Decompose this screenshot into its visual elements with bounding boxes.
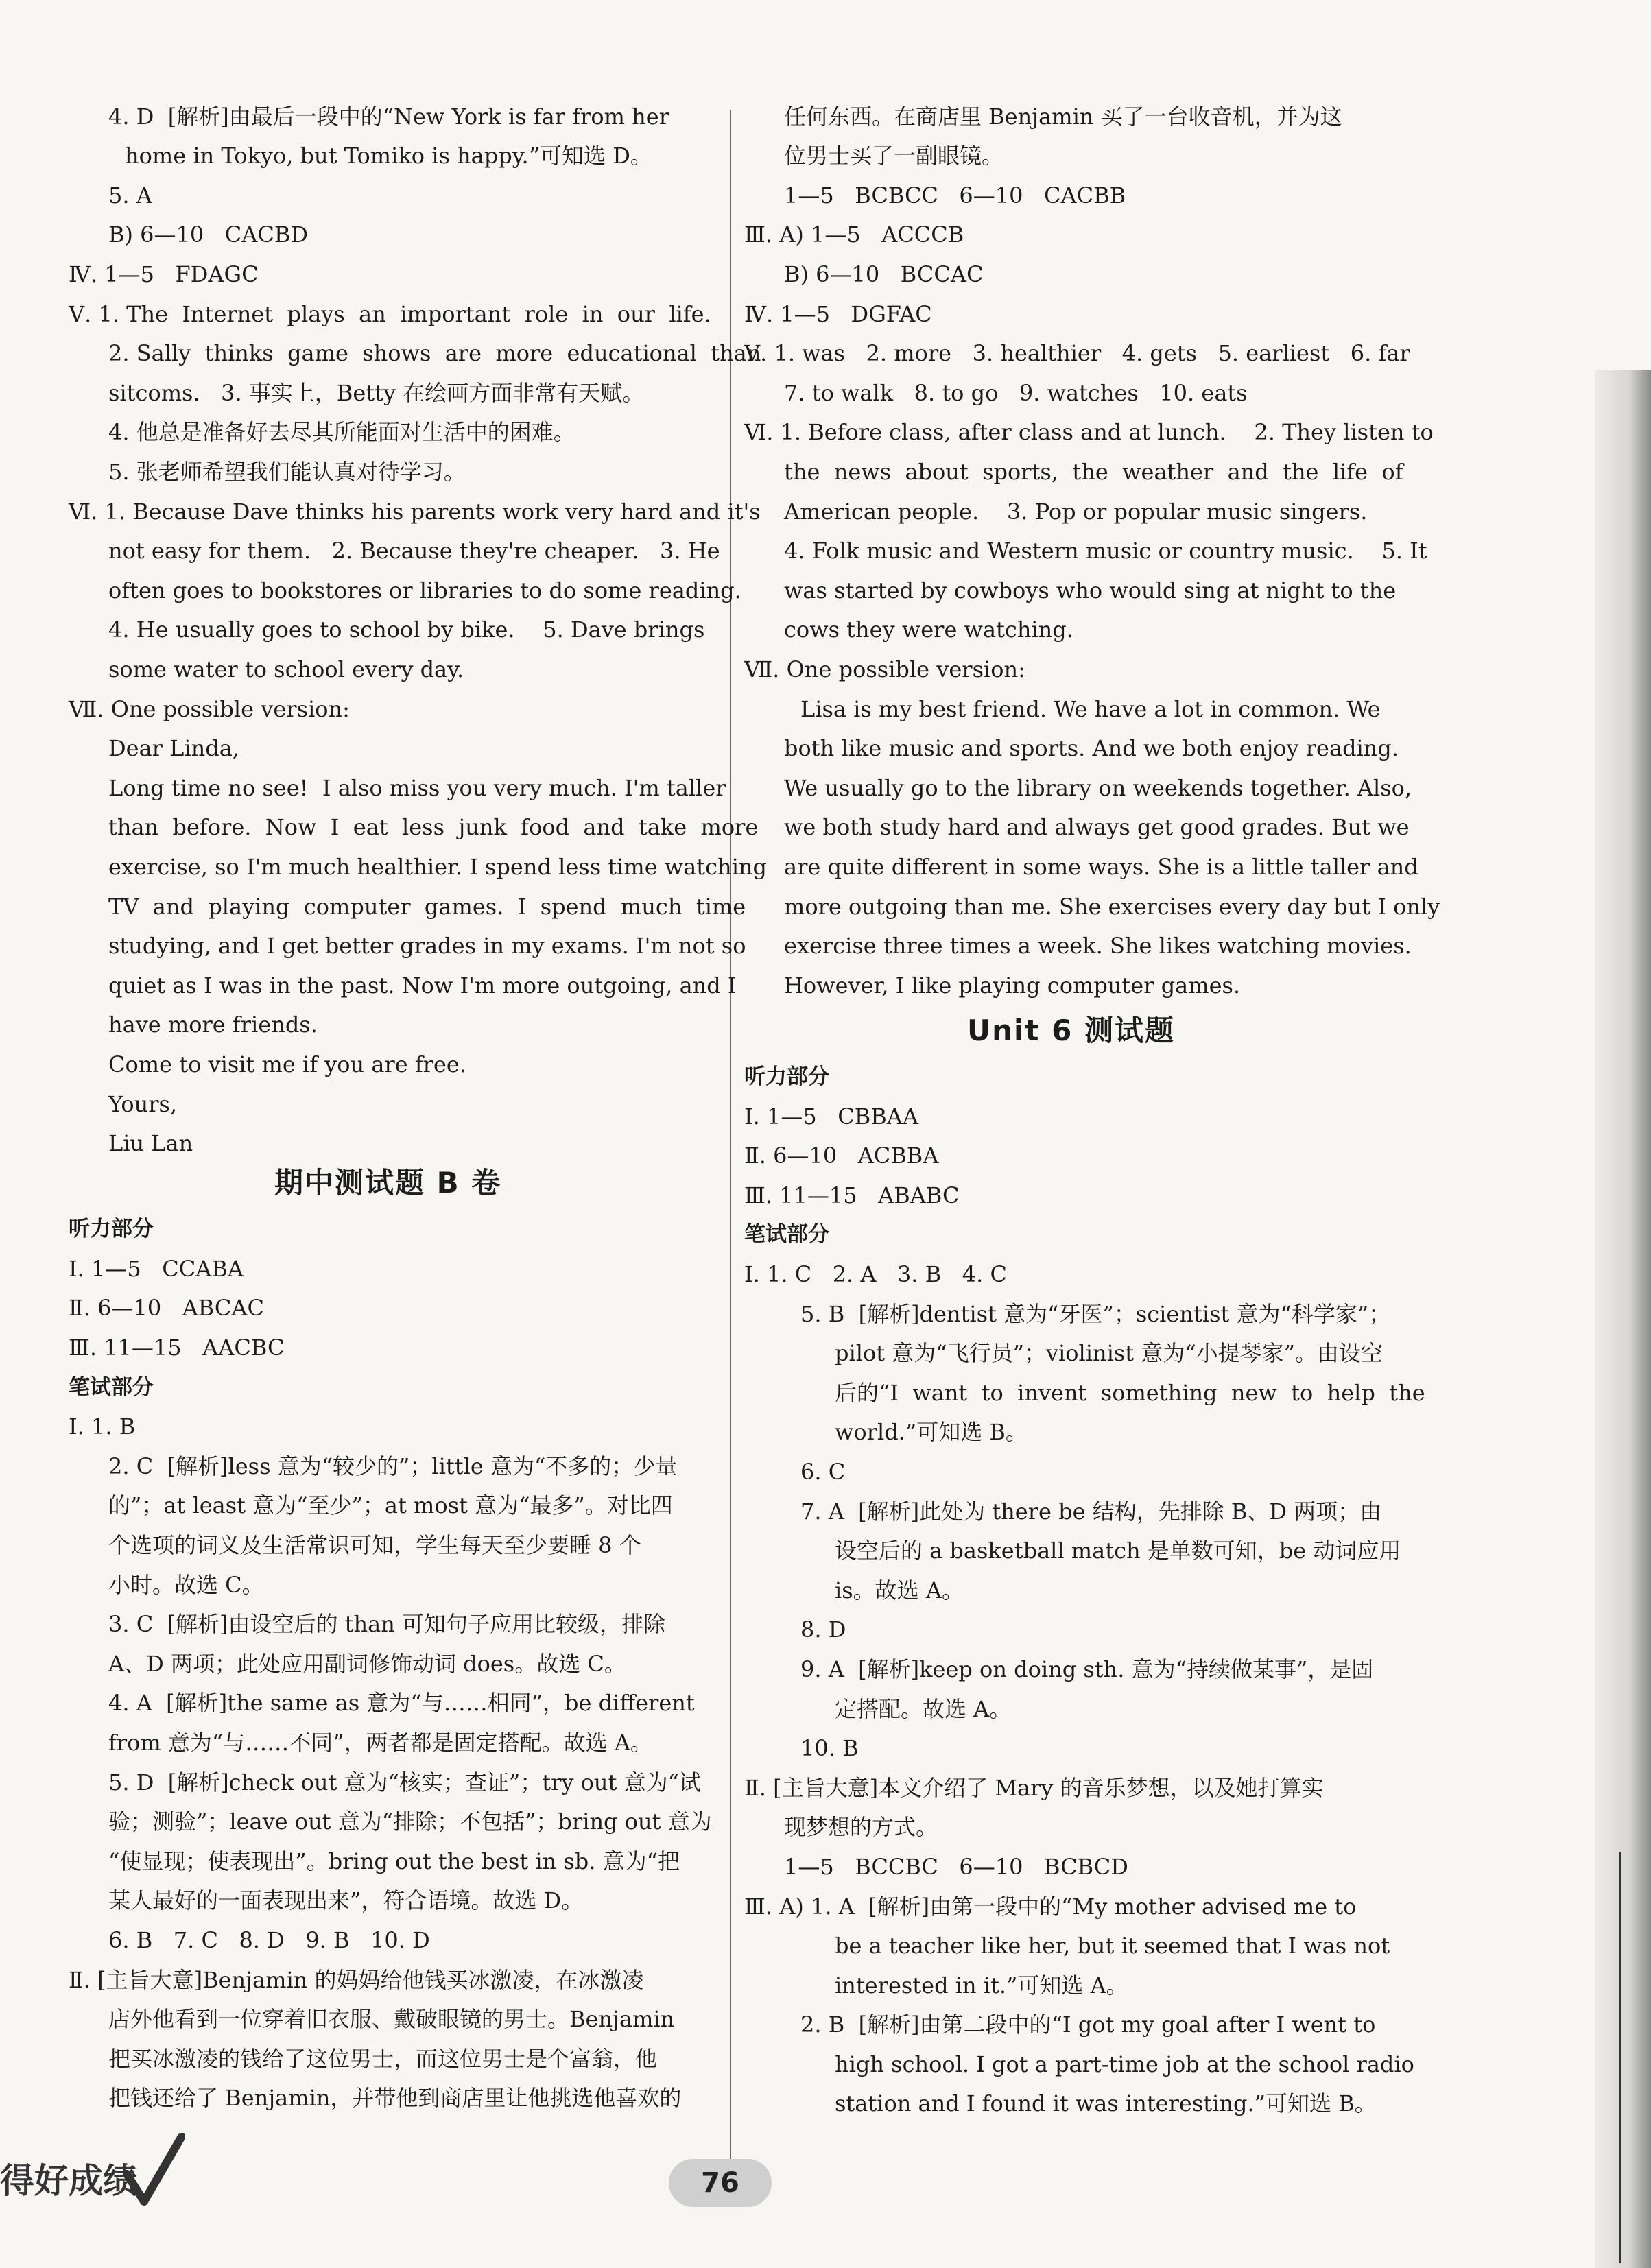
section-heading: 笔试部分 — [69, 1375, 154, 1400]
text-line: We usually go to the library on weekends together. Also, — [784, 775, 1412, 801]
text-line: However, I like playing computer games. — [784, 972, 1241, 999]
text-line: was started by cowboys who would sing at night to the — [784, 577, 1397, 604]
text-line: is。故选 A。 — [835, 1577, 964, 1603]
text-line: TV and playing computer games. I spend much time — [108, 894, 746, 920]
text-line: quiet as I was in the past. Now I'm more outgoing, and I — [108, 972, 737, 999]
text-line: Ⅰ. 1. B — [69, 1413, 136, 1440]
page-edge-line — [1619, 1852, 1621, 2263]
text-line: Long time no see! I also miss you very much. I'm taller — [108, 775, 726, 801]
section-heading: 听力部分 — [744, 1064, 829, 1089]
text-line: Ⅰ. 1. C 2. A 3. B 4. C — [744, 1261, 1007, 1287]
text-line: Ⅴ. 1. The Internet plays an important role in our life. — [69, 301, 711, 327]
column-divider — [730, 110, 731, 2174]
text-line: both like music and sports. And we both enjoy reading. — [784, 735, 1399, 761]
text-line: Ⅲ. 11—15 AACBC — [69, 1335, 285, 1361]
text-line: high school. I got a part-time job at the school radio — [835, 2051, 1414, 2077]
page-edge-shadow — [1595, 370, 1651, 2268]
text-line: 后的“I want to invent something new to help the — [835, 1380, 1425, 1406]
text-line: Ⅱ. 6—10 ABCAC — [69, 1295, 264, 1321]
text-line: 3. C [解析]由设空后的 than 可知句子应用比较级，排除 — [108, 1611, 666, 1637]
text-line: 位男士买了一副眼镜。 — [784, 143, 1004, 169]
text-line: not easy for them. 2. Because they're cheaper. 3. He — [108, 538, 720, 564]
text-line: 9. A [解析]keep on doing sth. 意为“持续做某事”，是固 — [800, 1656, 1374, 1682]
page-number: 76 — [669, 2159, 772, 2207]
text-line: 1—5 BCBCC 6—10 CACBB — [784, 182, 1126, 208]
text-line: pilot 意为“飞行员”；violinist 意为“小提琴家”。由设空 — [835, 1340, 1383, 1366]
text-line: Ⅲ. 11—15 ABABC — [744, 1182, 960, 1208]
text-line: we both study hard and always get good grades. But we — [784, 814, 1410, 840]
text-line: Ⅱ. [主旨大意]Benjamin 的妈妈给他钱买冰激凌，在冰激凌 — [69, 1967, 644, 1993]
text-line: Ⅱ. 6—10 ACBBA — [744, 1143, 939, 1169]
text-line: 2. Sally thinks game shows are more educational than — [108, 340, 761, 366]
text-line: Ⅴ. 1. was 2. more 3. healthier 4. gets 5. earliest 6. far — [744, 340, 1410, 366]
text-line: Ⅵ. 1. Before class, after class and at lunch. 2. They listen to — [744, 419, 1434, 445]
text-line: 验；测验”；leave out 意为“排除；不包括”；bring out 意为 — [108, 1809, 712, 1835]
text-line: 7. to walk 8. to go 9. watches 10. eats — [784, 380, 1248, 406]
text-line: 的”；at least 意为“至少”；at most 意为“最多”。对比四 — [108, 1492, 673, 1518]
section-heading: 听力部分 — [69, 1217, 154, 1241]
section-title: Unit 6 测试题 — [967, 1014, 1175, 1047]
text-line: 现梦想的方式。 — [784, 1814, 938, 1840]
text-line: 2. B [解析]由第二段中的“I got my goal after I went to — [800, 2012, 1376, 2038]
section-heading: 笔试部分 — [744, 1222, 829, 1247]
text-line: 小时。故选 C。 — [108, 1572, 264, 1598]
text-line: 1—5 BCCBC 6—10 BCBCD — [784, 1854, 1128, 1880]
text-line: Ⅶ. One possible version: — [69, 696, 350, 722]
checkmark-icon — [123, 2133, 185, 2208]
text-line: from 意为“与……不同”，两者都是固定搭配。故选 A。 — [108, 1730, 652, 1756]
text-line: have more friends. — [108, 1012, 318, 1038]
text-line: Dear Linda, — [108, 735, 239, 761]
text-line: studying, and I get better grades in my exams. I'm not so — [108, 933, 746, 959]
text-line: Lisa is my best friend. We have a lot in common. We — [800, 696, 1381, 722]
text-line: cows they were watching. — [784, 617, 1073, 643]
text-line: Ⅲ. A) 1. A [解析]由第一段中的“My mother advised me to — [744, 1894, 1357, 1920]
text-line: 把买冰激凌的钱给了这位男士，而这位男士是个富翁，他 — [108, 2046, 658, 2072]
text-line: 4. He usually goes to school by bike. 5. Dave brings — [108, 617, 705, 643]
text-line: often goes to bookstores or libraries to do some reading. — [108, 577, 741, 604]
text-line: 4. D [解析]由最后一段中的“New York is far from her — [108, 104, 669, 130]
text-line: Ⅵ. 1. Because Dave thinks his parents work very hard and it's — [69, 499, 761, 525]
text-line: Ⅱ. [主旨大意]本文介绍了 Mary 的音乐梦想，以及她打算实 — [744, 1775, 1324, 1801]
text-line: 2. C [解析]less 意为“较少的”；little 意为“不多的；少量 — [108, 1453, 678, 1479]
text-line: exercise, so I'm much healthier. I spend less time watching — [108, 854, 768, 880]
text-line: Come to visit me if you are free. — [108, 1051, 466, 1077]
text-line: than before. Now I eat less junk food and take more — [108, 814, 759, 840]
text-line: station and I found it was interesting.”可知选 B。 — [835, 2090, 1377, 2116]
text-line: 店外他看到一位穿着旧衣服、戴破眼镜的男士。Benjamin — [108, 2006, 675, 2032]
text-line: exercise three times a week. She likes watching movies. — [784, 933, 1412, 959]
text-line: more outgoing than me. She exercises every day but I only — [784, 894, 1440, 920]
text-line: 8. D — [800, 1616, 846, 1643]
text-line: Ⅳ. 1—5 FDAGC — [69, 261, 259, 287]
text-line: 把钱还给了 Benjamin，并带他到商店里让他挑选他喜欢的 — [108, 2085, 682, 2111]
text-line: American people. 3. Pop or popular music singers. — [784, 499, 1368, 525]
text-line: are quite different in some ways. She is a little taller and — [784, 854, 1418, 880]
text-line: “使显现；使表现出”。bring out the best in sb. 意为“把 — [108, 1848, 680, 1874]
text-line: Ⅰ. 1—5 CCABA — [69, 1256, 244, 1282]
text-line: Ⅲ. A) 1—5 ACCCB — [744, 222, 964, 248]
text-line: B) 6—10 CACBD — [108, 222, 309, 248]
text-line: sitcoms. 3. 事实上，Betty 在绘画方面非常有天赋。 — [108, 380, 645, 406]
text-line: 个选项的词义及生活常识可知，学生每天至少要睡 8 个 — [108, 1532, 641, 1558]
text-line: Yours, — [108, 1091, 178, 1117]
text-line: Ⅳ. 1—5 DGFAC — [744, 301, 932, 327]
text-line: home in Tokyo, but Tomiko is happy.”可知选 D。 — [125, 143, 652, 169]
text-line: Ⅰ. 1—5 CBBAA — [744, 1103, 918, 1130]
brand-logo: 得好成绩 — [0, 2161, 137, 2201]
text-line: 任何东西。在商店里 Benjamin 买了一台收音机，并为这 — [784, 104, 1342, 130]
text-line: 5. 张老师希望我们能认真对待学习。 — [108, 459, 466, 485]
text-line: A、D 两项；此处应用副词修饰动词 does。故选 C。 — [108, 1651, 626, 1677]
text-line: 4. A [解析]the same as 意为“与……相同”，be different — [108, 1690, 695, 1716]
text-line: 10. B — [800, 1735, 859, 1761]
text-line: 6. B 7. C 8. D 9. B 10. D — [108, 1927, 430, 1953]
text-line: Liu Lan — [108, 1130, 193, 1156]
text-line: 4. Folk music and Western music or country music. 5. It — [784, 538, 1427, 564]
text-line: be a teacher like her, but it seemed that I was not — [835, 1933, 1390, 1959]
text-line: 5. D [解析]check out 意为“核实；查证”；try out 意为“试 — [108, 1769, 701, 1795]
text-line: 5. A — [108, 182, 152, 208]
text-line: Ⅶ. One possible version: — [744, 656, 1025, 682]
text-line: 7. A [解析]此处为 there be 结构，先排除 B、D 两项；由 — [800, 1499, 1382, 1525]
text-line: 6. C — [800, 1459, 846, 1485]
text-line: 设空后的 a basketball match 是单数可知，be 动词应用 — [835, 1538, 1401, 1564]
text-line: the news about sports, the weather and the life of — [784, 459, 1403, 485]
text-line: B) 6—10 BCCAC — [784, 261, 984, 287]
text-line: 某人最好的一面表现出来”，符合语境。故选 D。 — [108, 1887, 584, 1913]
text-line: world.”可知选 B。 — [835, 1419, 1028, 1445]
text-line: 定搭配。故选 A。 — [835, 1696, 1012, 1722]
text-line: interested in it.”可知选 A。 — [835, 1972, 1128, 1998]
text-line: some water to school every day. — [108, 656, 464, 682]
text-line: 5. B [解析]dentist 意为“牙医”；scientist 意为“科学家”； — [800, 1301, 1391, 1327]
text-line: 4. 他总是准备好去尽其所能面对生活中的困难。 — [108, 419, 575, 445]
section-title: 期中测试题 B 卷 — [274, 1166, 502, 1199]
